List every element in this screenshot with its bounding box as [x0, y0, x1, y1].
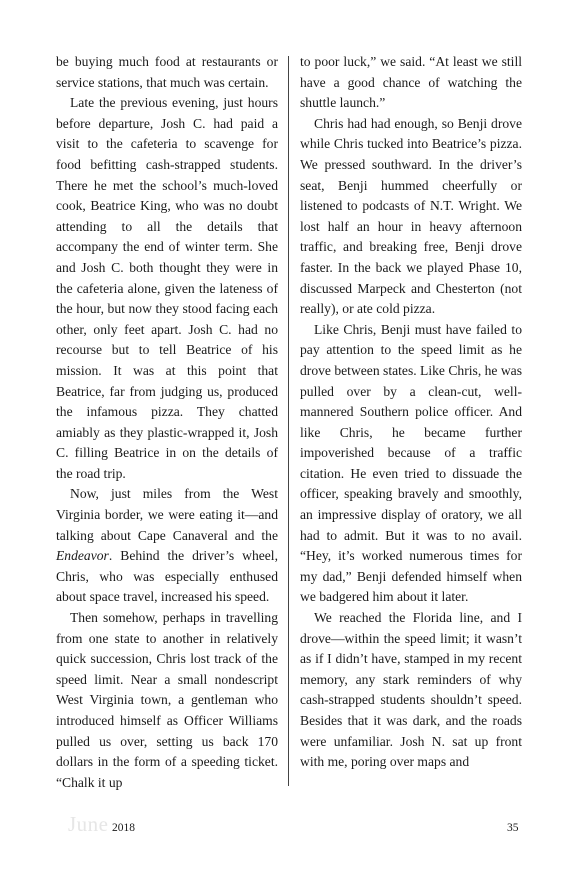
page-number: 35: [507, 822, 519, 834]
paragraph: Like Chris, Benji must have failed to pay attention to the speed limit as he drove between states. Like Chris, he was pulled over by a clean-cut, well-mannered Southern police officer. And like Chris, he became further impoverished because of a traffic citation. He even tried to dissuade the officer, speaking bravely and smoothly, an impressive display of oratory, we all had to admit. But it was to no avail. “Hey, it’s worked numerous times for my dad,” Benji defended himself when we badgered him about it later.: [300, 321, 522, 605]
paragraph: [56, 484, 278, 608]
paragraph: be buying much food at restaurants or service stations, that much was certain.: [56, 54, 278, 90]
footer-month: June: [68, 812, 109, 836]
column-divider: [288, 56, 289, 786]
paragraph: Chris had had enough, so Benji drove while Chris tucked into Beatrice’s pizza. We pressed southward. In the driver’s seat, Benji hummed cheerfully or listened to podcasts of N.T. Wright. We lost half an hour in heavy afternoon traffic, and breaking free, Benji drove faster. In the back we played Phase 10, discussed Marpeck and Chesterton (not really), or ate cold pizza.: [300, 115, 522, 317]
right-column: [300, 52, 522, 773]
paragraph-text: Now, just miles from the West Virginia border, we were eating it—and talking about Cape Canaveral and the: [56, 486, 278, 543]
left-column: [56, 52, 278, 793]
paragraph-text: . Behind the driver’s wheel, Chris, who was especially enthused about space travel, increased his speed.: [56, 548, 278, 605]
paragraph: We reached the Florida line, and I drove—within the speed limit; it wasn’t as if I didn’t have, stamped in my recent memory, any stark reminders of why cash-strapped students shouldn’t speed. Besides that it was dark, and the roads were unfamiliar. Josh N. sat up front with me, poring over maps and: [300, 610, 522, 770]
paragraph: Late the previous evening, just hours before departure, Josh C. had paid a visit to the cafeteria to scavenge for food befitting cash-strapped students. There he met the school’s much-loved cook, Beatrice King, who was no doubt attending to all the details that accompany the end of winter term. She and Josh C. both thought they were in the cafeteria alone, given the lateness of the hour, but now they stood facing each other, only feet apart. Josh C. had no recourse but to tell Beatrice of his mission. It was at this point that Beatrice, far from judging us, produced the infamous pizza. They chatted amiably as they plastic-wrapped it, Josh C. filling Beatrice in on the details of the road trip.: [56, 95, 278, 481]
shuttle-name: Endeavor: [56, 548, 109, 564]
paragraph: Then somehow, perhaps in travelling from one state to another in relatively quick succession, Chris lost track of the speed limit. Near a small nondescript West Virginia town, a gentleman who introduced himself as Officer Williams pulled us over, setting us back 170 dollars in the form of a speeding ticket. “Chalk it up: [56, 610, 278, 790]
footer-year: 2018: [112, 822, 135, 834]
paragraph: to poor luck,” we said. “At least we still have a good chance of watching the shuttle launch.”: [300, 54, 522, 111]
